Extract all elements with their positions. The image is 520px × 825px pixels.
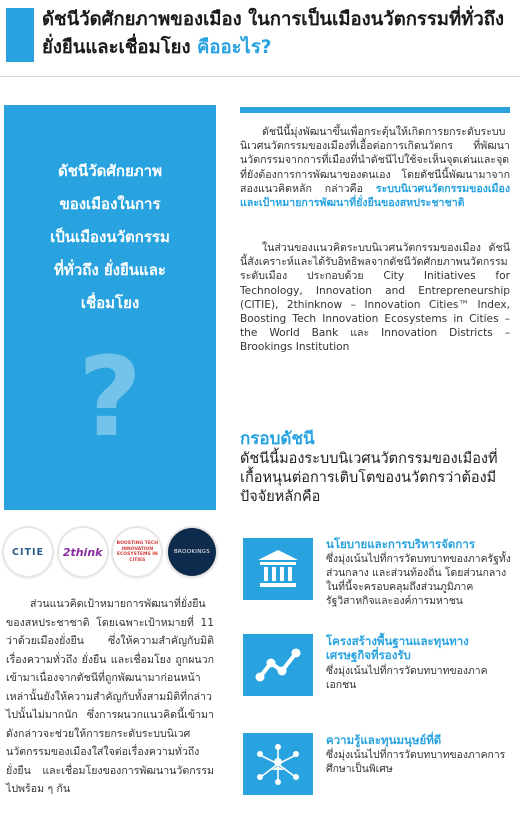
2thinknow-logo	[59, 528, 107, 576]
factor-title-policy: นโยบายและการบริหารจัดการ	[326, 537, 476, 551]
boosting-tech-logo-text: BOOSTING TECH INNOVATION ECOSYSTEMS IN CITIES	[116, 541, 158, 563]
panel-line: เชื่อมโยง	[80, 294, 140, 312]
line-graph-icon	[243, 634, 313, 696]
panel-line: ที่ทั่วถึง ยั่งยืนและ	[54, 261, 166, 279]
page-title-accent: คืออะไร?	[197, 37, 272, 58]
question-mark-graphic: ?	[78, 333, 142, 461]
factor-desc-policy: ซึ่งมุ่งเน้นไปที่การวัดบทบาทของภาครัฐทั้งส่วนกลาง และส่วนท้องถิ่น โดยส่วนกลางในที่นี้จะครอบคลุมถึงส่วนภูมิภาครัฐวิสาหกิจและองค์การมหาชน	[326, 553, 511, 607]
people-network-icon	[243, 733, 313, 795]
factor-title-infrastructure: โครงสร้างพื้นฐานและทุนทางเศรษฐกิจที่รองรับ	[326, 634, 469, 662]
factor-title-knowledge: ความรู้และทุนมนุษย์ที่ดี	[326, 733, 442, 747]
title-accent-bar	[6, 8, 34, 62]
panel-line: ดัชนีวัดศักยภาพ	[58, 162, 162, 180]
citie-logo-text: CITIE	[11, 546, 44, 558]
factor-desc-knowledge: ซึ่งมุ่งเน้นไปที่การวัดบทบาทของภาคการศึกษาเป็นพิเศษ	[326, 749, 506, 775]
brookings-logo-text: BROOKINGS	[173, 549, 210, 555]
definition-panel	[4, 105, 216, 510]
intro-highlight: ระบบนิเวศนวัตกรรมของเมือง และเป้าหมายการพัฒนาที่ยั่งยืนของสหประชาชาติ	[240, 182, 511, 210]
page-title-main: ดัชนีวัดศักยภาพของเมือง ในการเป็นเมืองนวัตกรรมที่ทั่วถึง ยั่งยืนและเชื่อมโยง	[42, 9, 504, 58]
2thinknow-logo-text: 2think	[62, 545, 103, 559]
panel-line: ของเมืองในการ	[59, 195, 161, 213]
factor-desc-infrastructure: ซึ่งมุ่งเน้นไปที่การวัดบทบาทของภาคเอกชน	[326, 665, 488, 691]
intro-accent-bar	[240, 107, 510, 113]
header-divider	[0, 76, 520, 77]
framework-subtitle: ดัชนีนี้มองระบบนิเวศนวัตกรรมของเมืองที่เกื้อหนุนต่อการเติบโตของนวัตกรว่าต้องมีปัจจัยหลักคือ	[240, 451, 498, 505]
intro-text: ดัชนีนี้มุ่งพัฒนาขึ้นเพื่อกระตุ้นให้เกิดการยกระดับระบบนิเวศนวัตกรรมของเมืองที่เอื้อต่อการเกิดนวัตกร ที่พัฒนานวัตกรรมจากการที่เมืองที่นำดัชนีไปใช้จะเห็นจุดเด่นและจุดที่ยังต้องการการพัฒนาของตนเอง โดยดัชนีนี้พัฒนามาจากสองแนวคิดหลัก กล่าวคือ	[240, 126, 510, 195]
sdg-paragraph: ส่วนแนวคิดเป้าหมายการพัฒนาที่ยั่งยืนของสหประชาชาติ โดยเฉพาะเป้าหมายที่ 11 ว่าด้วยเมืองยั่งยืน ซึ่งให้ความสำคัญกับมิติเรื่องความทั่วถึง ยั่งยืน และเชื่อมโยง ถูกผนวกเข้ามาเนื่องจากดัชนีที่ถูกพัฒนามาก่อนหน้าเหล่านั้นยังให้ความสำคัญกับทั้งสามมิติที่กล่าวไปนั้นไม่มากนัก ซึ่งการผนวกแนวคิดนี้เข้ามาดังกล่าวจะช่วยให้การยกระดับระบบนิเวศนวัตกรรมของเมืองใส่ใจต่อเรื่องความทั่วถึง ยั่งยืน และเชื่อมโยงของการพัฒนานวัตกรรมไปพร้อม ๆ กัน	[6, 598, 214, 795]
government-building-icon	[243, 538, 313, 600]
intro-paragraph-1	[240, 125, 510, 210]
page-title	[42, 6, 512, 62]
framework-title: กรอบดัชนี	[240, 429, 315, 449]
intro-paragraph-2: ในส่วนของแนวคิดระบบนิเวศนวัตกรรมของเมือง ดัชนีนี้สังเคราะห์และได้รับอิทธิพลจากดัชนีวัดศักยภาพนวัตกรรมระดับเมือง ประกอบด้วย City Initiatives for Technology, Innovation and Entrepreneurship (CITIE), 2thinknow – Innovation Cities™ Index, Boosting Tech Innovation Ecosystems in Cities – the World Bank และ Innovation Districts – Brookings Institution	[240, 242, 510, 354]
definition-panel-text	[4, 155, 216, 320]
brookings-logo	[168, 528, 216, 576]
citie-logo	[4, 528, 52, 576]
boosting-tech-logo	[113, 528, 161, 576]
index-logos	[4, 528, 216, 576]
panel-line: เป็นเมืองนวัตกรรม	[50, 228, 170, 246]
